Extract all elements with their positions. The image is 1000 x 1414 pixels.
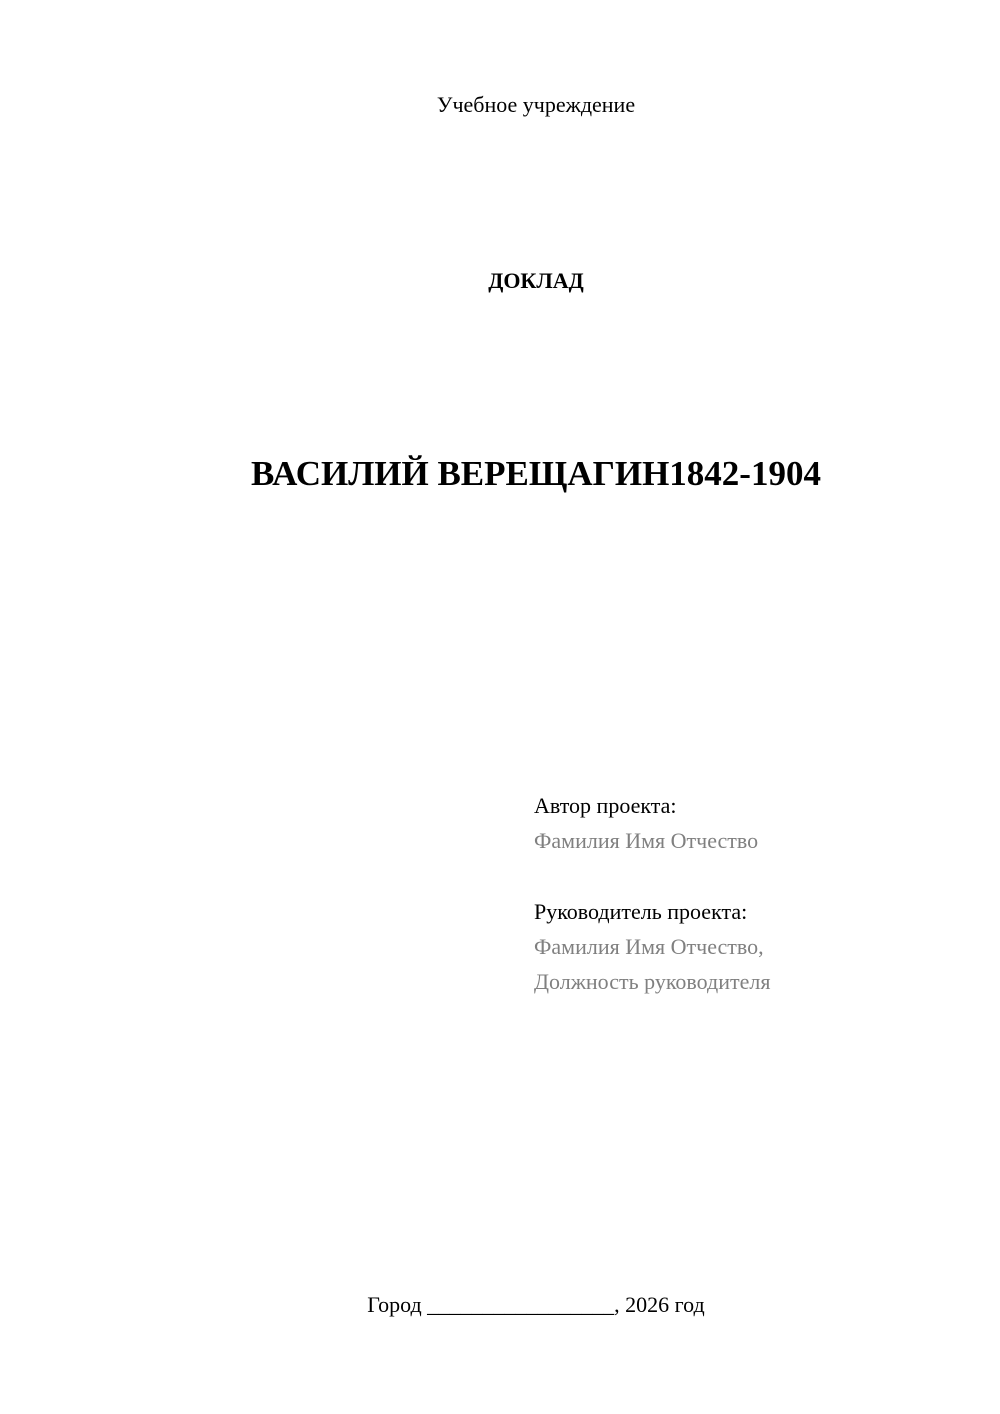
author-block	[534, 788, 974, 858]
document-type: ДОКЛАД	[488, 268, 584, 293]
author-label: Автор проекта:	[534, 793, 677, 818]
city-year-line: Город _________________, 2026 год	[367, 1292, 705, 1317]
institution-name: Учебное учреждение	[436, 92, 636, 117]
document-title: ВАСИЛИЙ ВЕРЕЩАГИН1842-1904	[251, 454, 821, 493]
supervisor-position: Должность руководителя	[534, 969, 771, 994]
supervisor-block	[534, 894, 974, 999]
supervisor-name: Фамилия Имя Отчество,	[534, 934, 764, 959]
credits-block	[534, 788, 974, 999]
supervisor-label: Руководитель проекта:	[534, 899, 748, 924]
author-name: Фамилия Имя Отчество	[534, 828, 759, 853]
